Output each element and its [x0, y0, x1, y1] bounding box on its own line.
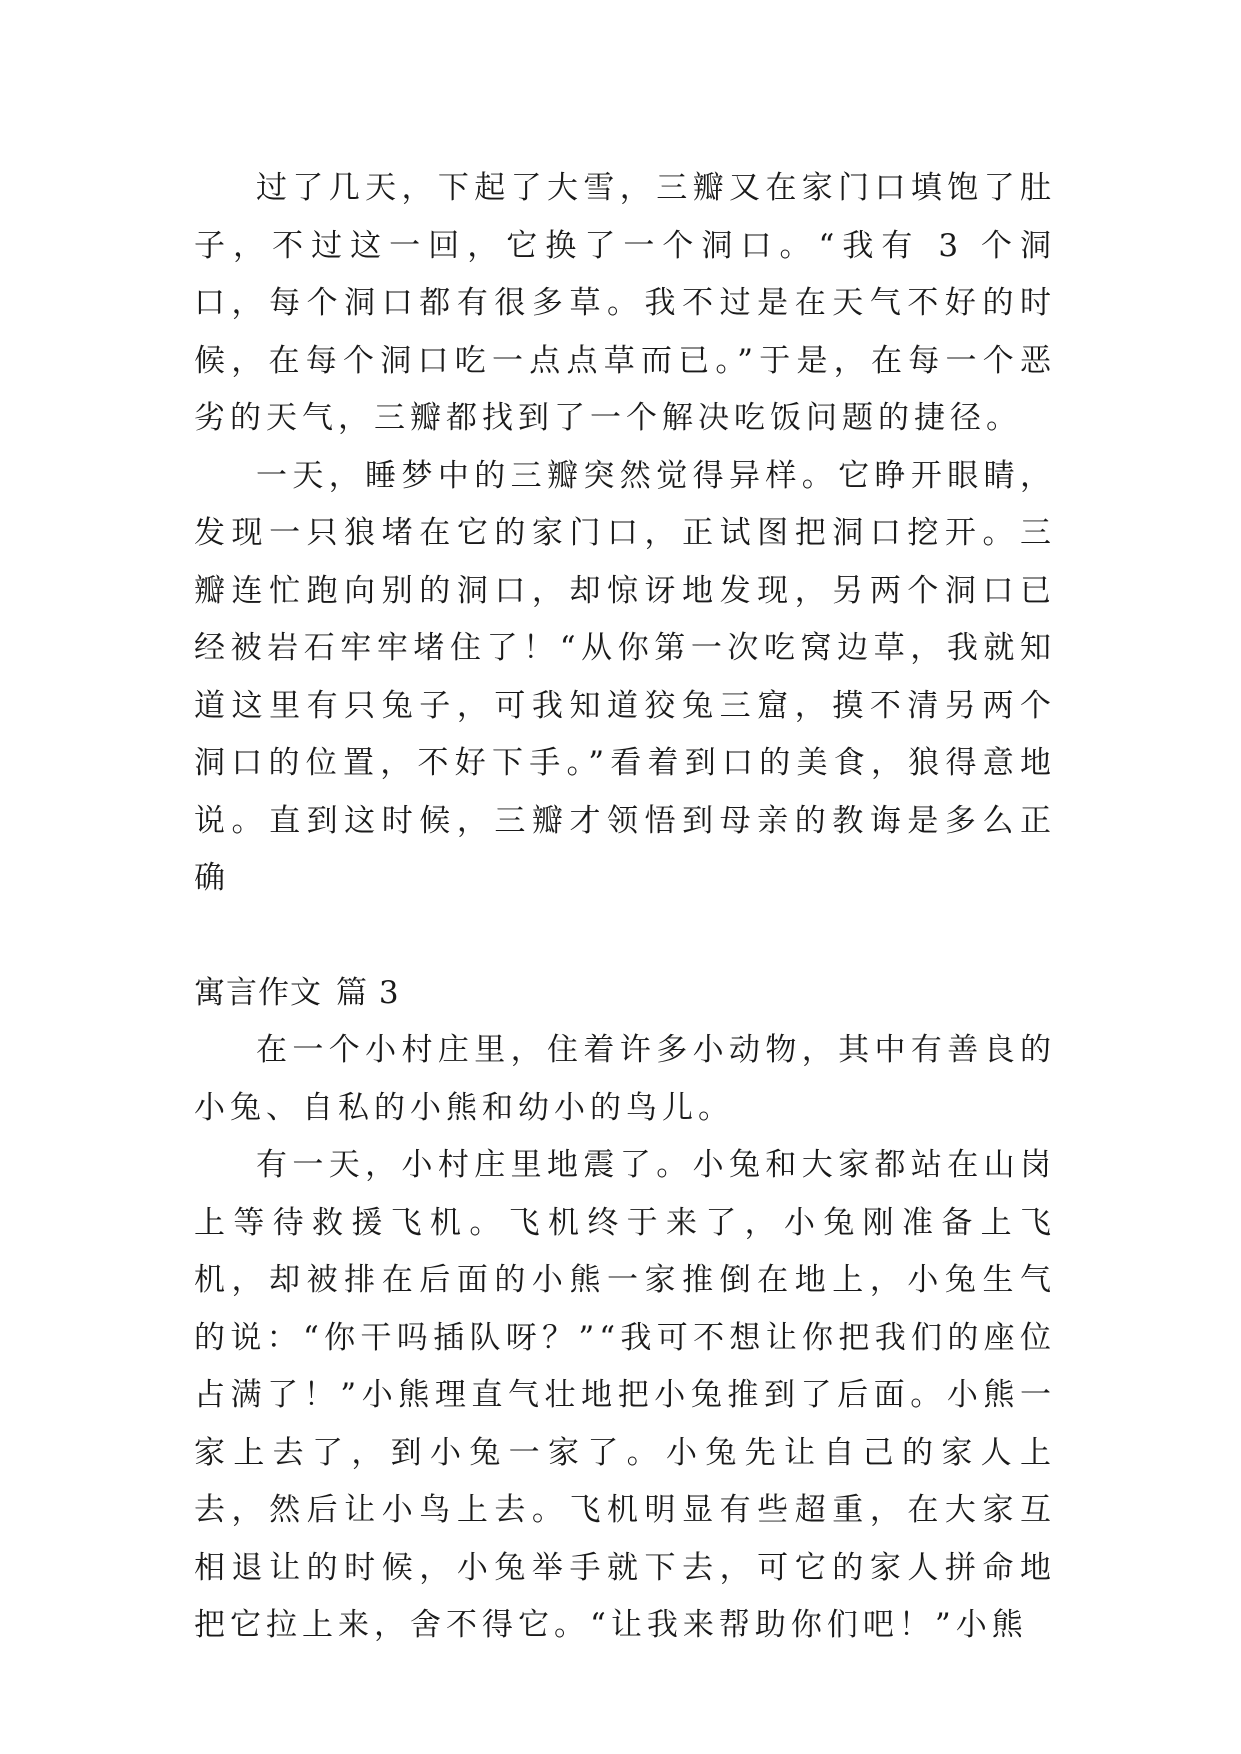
body-paragraph: 有一天，小村庄里地震了。小兔和大家都站在山岗上等待救援飞机。飞机终于来了，小兔刚准备上飞机，却被排在后面的小熊一家推倒在地上，小兔生气的说：“你干吗插队呀？”“我可不想让你把我们的座位占满了！”小熊理直气壮地把小兔推到了后面。小熊一家上去了，到小兔一家了。小兔先让自己的家人上去，然后让小鸟上去。飞机明显有些超重，在大家互相退让的时候，小兔举手就下去，可它的家人拼命地把它拉上来，舍不得它。“让我来帮助你们吧！”小熊: [194, 1147, 1056, 1643]
section-heading-number: 篇 3: [336, 974, 400, 1011]
body-paragraph: 在一个小村庄里，住着许多小动物，其中有善良的小兔、自私的小熊和幼小的鸟儿。: [194, 1032, 1056, 1126]
body-paragraph: 过了几天，下起了大雪，三瓣又在家门口填饱了肚子，不过这一回，它换了一个洞口。“我有 3 个洞口，每个洞口都有很多草。我不过是在天气不好的时候，在每个洞口吃一点点草而已。”于是，在每一个恶劣的天气，三瓣都找到了一个解决吃饭问题的捷径。: [194, 170, 1056, 436]
section-heading: [194, 965, 1056, 1023]
section-spacer: [194, 908, 1056, 965]
document-page: [194, 160, 1056, 1655]
section-heading-title: 寓言作文: [194, 974, 322, 1011]
body-paragraph: 一天，睡梦中的三瓣突然觉得异样。它睁开眼睛，发现一只狼堵在它的家门口，正试图把洞口挖开。三瓣连忙跑向别的洞口，却惊讶地发现，另两个洞口已经被岩石牢牢堵住了！“从你第一次吃窝边草，我就知道这里有只兔子，可我知道狡兔三窟，摸不清另两个洞口的位置，不好下手。”看着到口的美食，狼得意地说。直到这时候，三瓣才领悟到母亲的教诲是多么正确: [194, 457, 1056, 896]
